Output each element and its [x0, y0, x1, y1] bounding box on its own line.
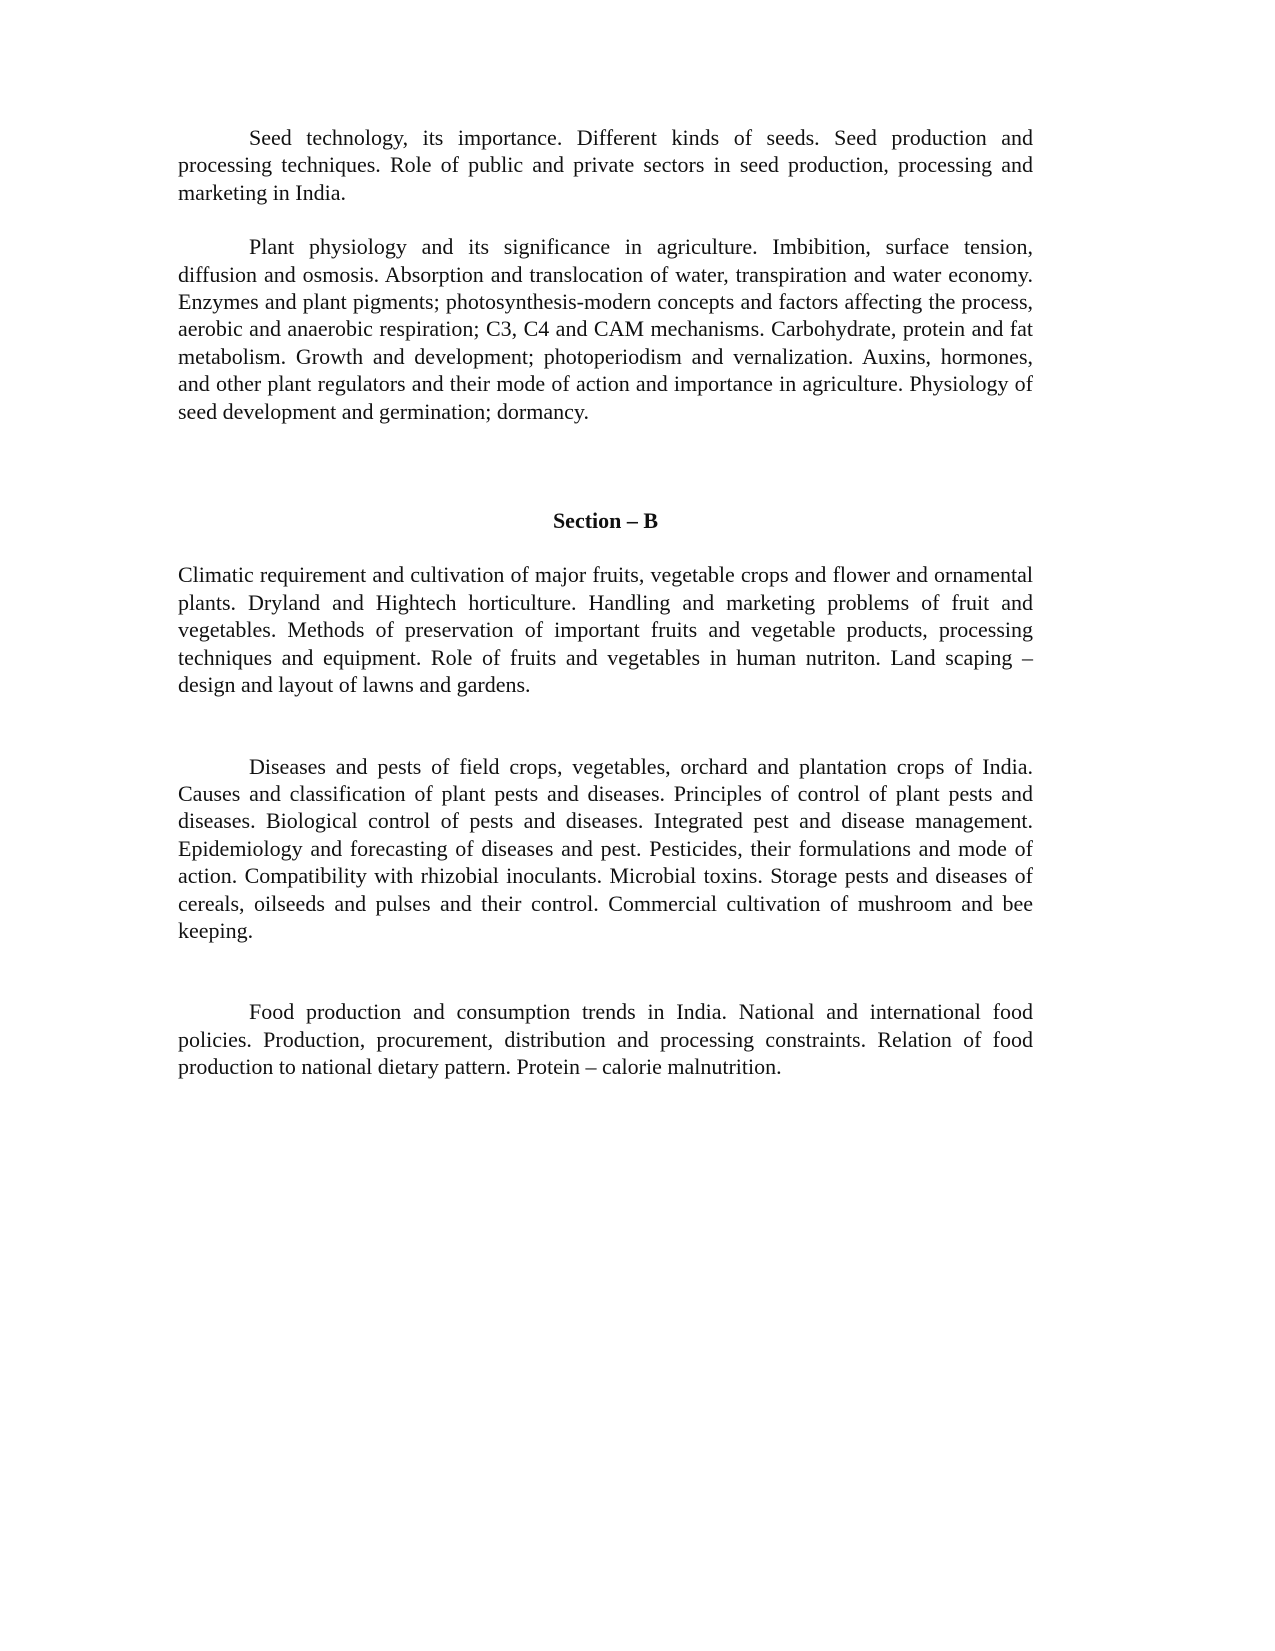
paragraph-plant-physiology: Plant physiology and its significance in agriculture. Imbibition, surface tension, diffusion and osmosis. Absorption and translocation of water, transpiration and water economy. Enzymes and plant pigments; photosynthesis-modern concepts and factors affecting the process, aerobic and anaerobic respiration; C3, C4 and CAM mechanisms. Carbohydrate, protein and fat metabolism. Growth and development; photoperiodism and vernalization. Auxins, hormones, and other plant regulators and their mode of action and importance in agriculture. Physiology of seed development and germination; dormancy. — [178, 234, 1033, 424]
paragraph-horticulture: Climatic requirement and cultivation of major fruits, vegetable crops and flower and ornamental plants. Dryland and Hightech horticulture. Handling and marketing problems of fruit and vegetables. Methods of preservation of important fruits and vegetable products, processing techniques and equipment. Role of fruits and vegetables in human nutriton. Land scaping – design and layout of lawns and gardens. — [178, 562, 1033, 698]
paragraph-seed-technology: Seed technology, its importance. Different kinds of seeds. Seed production and processing techniques. Role of public and private sectors in seed production, processing and marketing in India. — [178, 125, 1033, 205]
document-page — [178, 124, 1033, 1081]
paragraph-food-production: Food production and consumption trends in India. National and international food policies. Production, procurement, distribution and processing constraints. Relation of food production to national dietary pattern. Protein – calorie malnutrition. — [178, 999, 1033, 1080]
paragraph-diseases-pests: Diseases and pests of field crops, vegetables, orchard and plantation crops of India. Causes and classification of plant pests and diseases. Principles of control of plant pests and diseases. Biological control of pests and diseases. Integrated pest and disease management. Epidemiology and forecasting of diseases and pest. Pesticides, their formulations and mode of action. Compatibility with rhizobial inoculants. Microbial toxins. Storage pests and diseases of cereals, oilseeds and pulses and their control. Commercial cultivation of mushroom and bee keeping. — [178, 753, 1033, 943]
section-heading: Section – B — [552, 508, 659, 534]
